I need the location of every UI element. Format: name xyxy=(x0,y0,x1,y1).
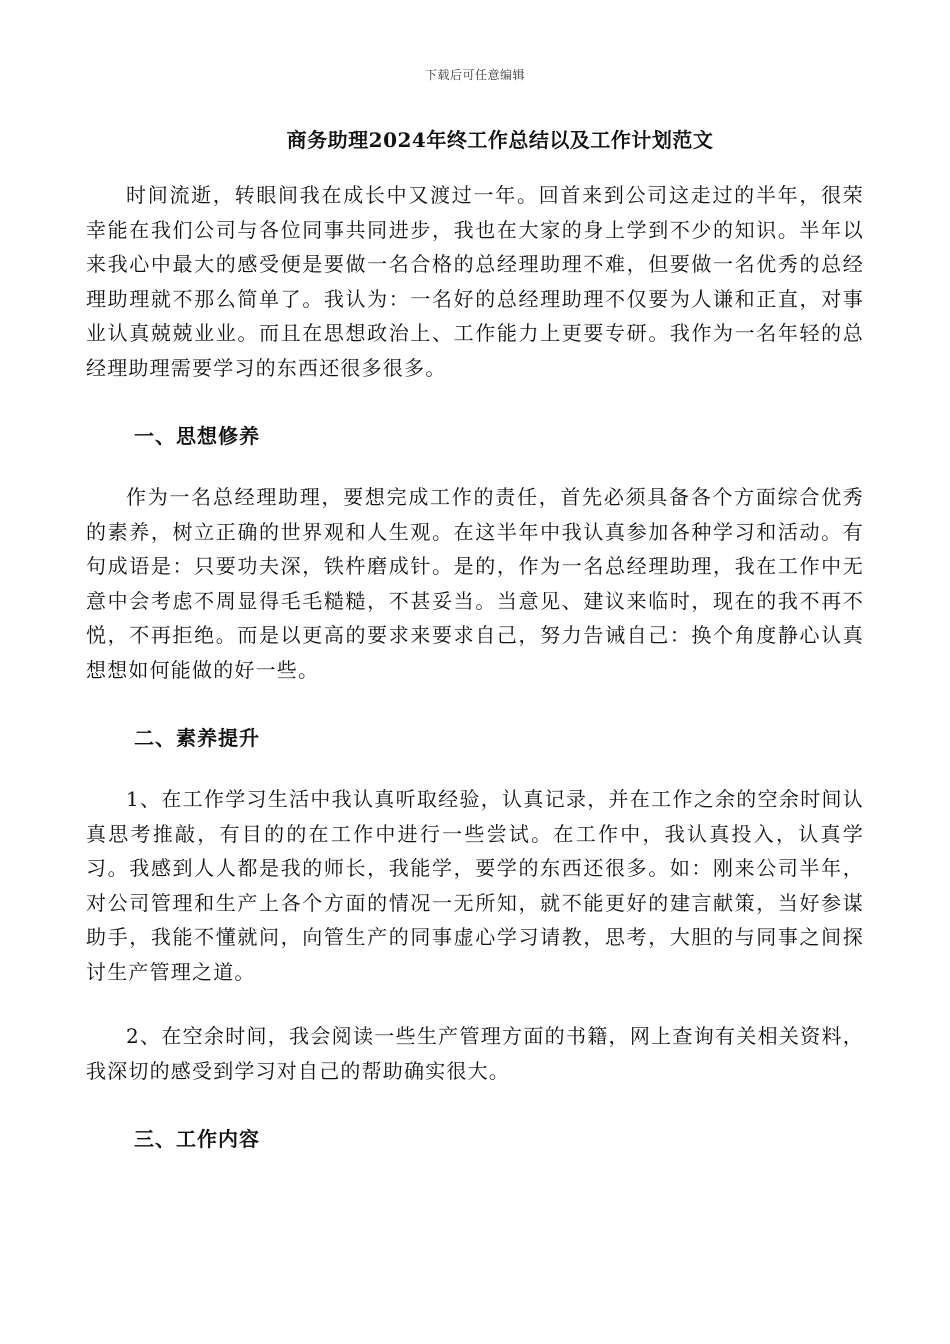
intro-paragraph: 时间流逝，转眼间我在成长中又渡过一年。回首来到公司这走过的半年，很荣幸能在我们公司与各位同事共同进步，我也在大家的身上学到不少的知识。半年以来我心中最大的感受便是要做一名合格的总经理助理不难，但要做一名优秀的总经理助理就不那么简单了。我认为：一名好的总经理助理不仅要为人谦和正直，对事业认真兢兢业业。而且在思想政治上、工作能力上更要专研。我作为一名年轻的总经理助理需要学习的东西还很多很多。 xyxy=(86,183,864,380)
section-2-paragraph-2: 2、在空余时间，我会阅读一些生产管理方面的书籍，网上查询有关相关资料，我深切的感受到学习对自己的帮助确实很大。 xyxy=(86,1024,864,1083)
header-note: 下载后可任意编辑 xyxy=(424,68,525,82)
document-body xyxy=(86,178,864,1156)
document-title: 商务助理2024年终工作总结以及工作计划范文 xyxy=(286,128,714,152)
section-heading-3: 三、工作内容 xyxy=(134,1127,260,1151)
section-1-paragraph-1: 作为一名总经理助理，要想完成工作的责任，首先必须具备各个方面综合优秀的素养，树立正确的世界观和人生观。在这半年中我认真参加各种学习和活动。有句成语是：只要功夫深，铁杵磨成针。是的，作为一名总经理助理，我在工作中无意中会考虑不周显得毛毛糙糙，不甚妥当。当意见、建议来临时，现在的我不再不悦，不再拒绝。而是以更高的要求来要求自己，努力告诫自己：换个角度静心认真想想如何能做的好一些。 xyxy=(86,485,864,682)
section-2-paragraph-1: 1、在工作学习生活中我认真听取经验，认真记录，并在工作之余的空余时间认真思考推敲，有目的的在工作中进行一些尝试。在工作中，我认真投入，认真学习。我感到人人都是我的师长，我能学，要学的东西还很多。如：刚来公司半年，对公司管理和生产上各个方面的情况一无所知，就不能更好的建言献策，当好参谋助手，我能不懂就问，向管生产的同事虚心学习请教，思考，大胆的与同事之间探讨生产管理之道。 xyxy=(86,787,864,984)
section-heading-1: 一、思想修养 xyxy=(134,424,260,448)
section-heading-2: 二、素养提升 xyxy=(134,726,260,750)
